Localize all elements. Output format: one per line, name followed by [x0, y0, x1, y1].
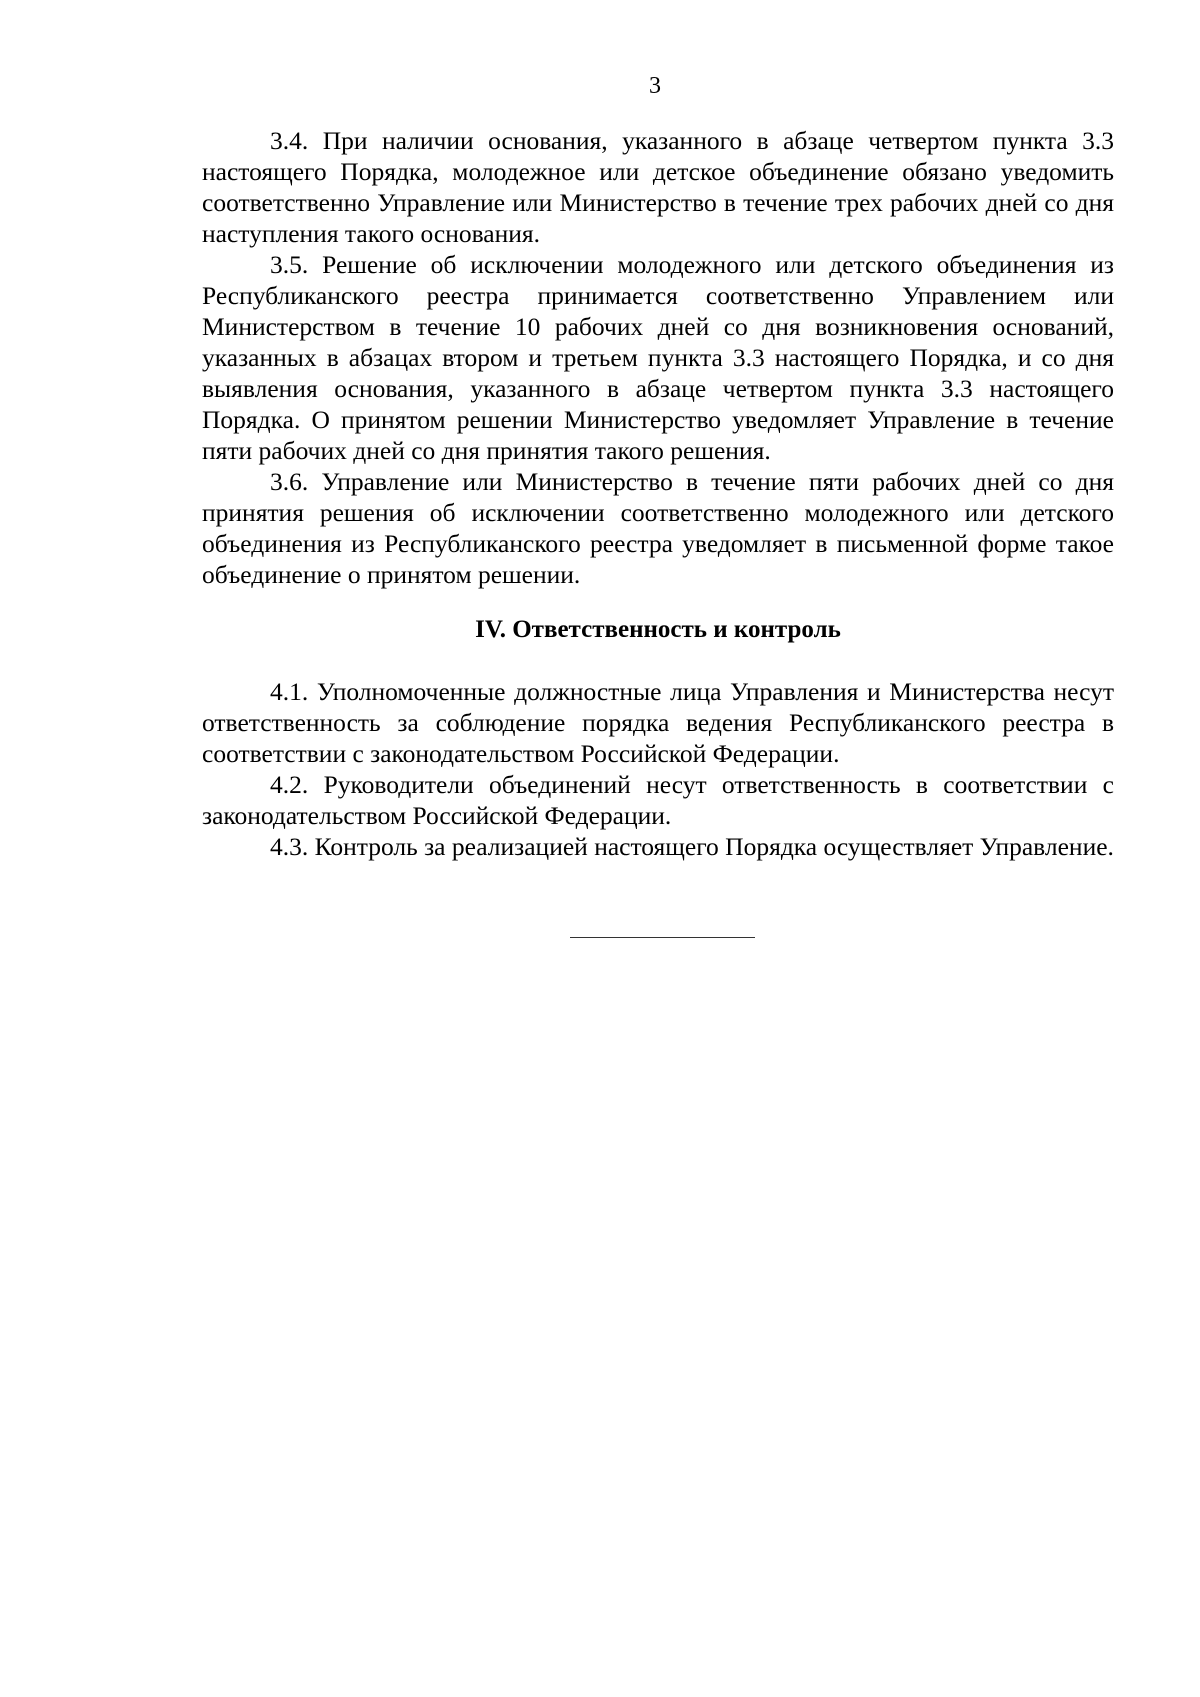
- paragraph-3-5: 3.5. Решение об исключении молодежного или детского объединения из Республиканского реестра принимается соответственно Управлением или Министерством в течение 10 рабочих дней со дня возникновения оснований, указанных в абзацах втором и третьем пункта 3.3 настоящего Порядка, и со дня выявления основания, указанного в абзаце четвертом пункта 3.3 настоящего Порядка. О принятом решении Министерство уведомляет Управление в течение пяти рабочих дней со дня принятия такого решения.: [202, 250, 1114, 465]
- paragraph-4-1: 4.1. Уполномоченные должностные лица Управления и Министерства несут ответственность за соблюдение порядка ведения Республиканского реестра в соответствии с законодательством Российской Федерации.: [202, 677, 1114, 768]
- page-number: 3: [649, 73, 661, 99]
- paragraph-4-3: 4.3. Контроль за реализацией настоящего Порядка осуществляет Управление.: [270, 832, 1114, 861]
- section-heading: IV. Ответственность и контроль: [475, 616, 841, 643]
- paragraph-4-2: 4.2. Руководители объединений несут ответственность в соответствии с законодательством Российской Федерации.: [202, 770, 1114, 830]
- paragraph-3-4: 3.4. При наличии основания, указанного в абзаце четвертом пункта 3.3 настоящего Порядка, молодежное или детское объединение обязано уведомить соответственно Управление или Министерство в течение трех рабочих дней со дня наступления такого основания.: [202, 126, 1114, 248]
- end-divider: [570, 937, 755, 938]
- document-body: [202, 125, 1114, 862]
- paragraph-3-6: 3.6. Управление или Министерство в течение пяти рабочих дней со дня принятия решения об исключении соответственно молодежного или детского объединения из Республиканского реестра уведомляет в письменной форме такое объединение о принятом решении.: [202, 467, 1114, 589]
